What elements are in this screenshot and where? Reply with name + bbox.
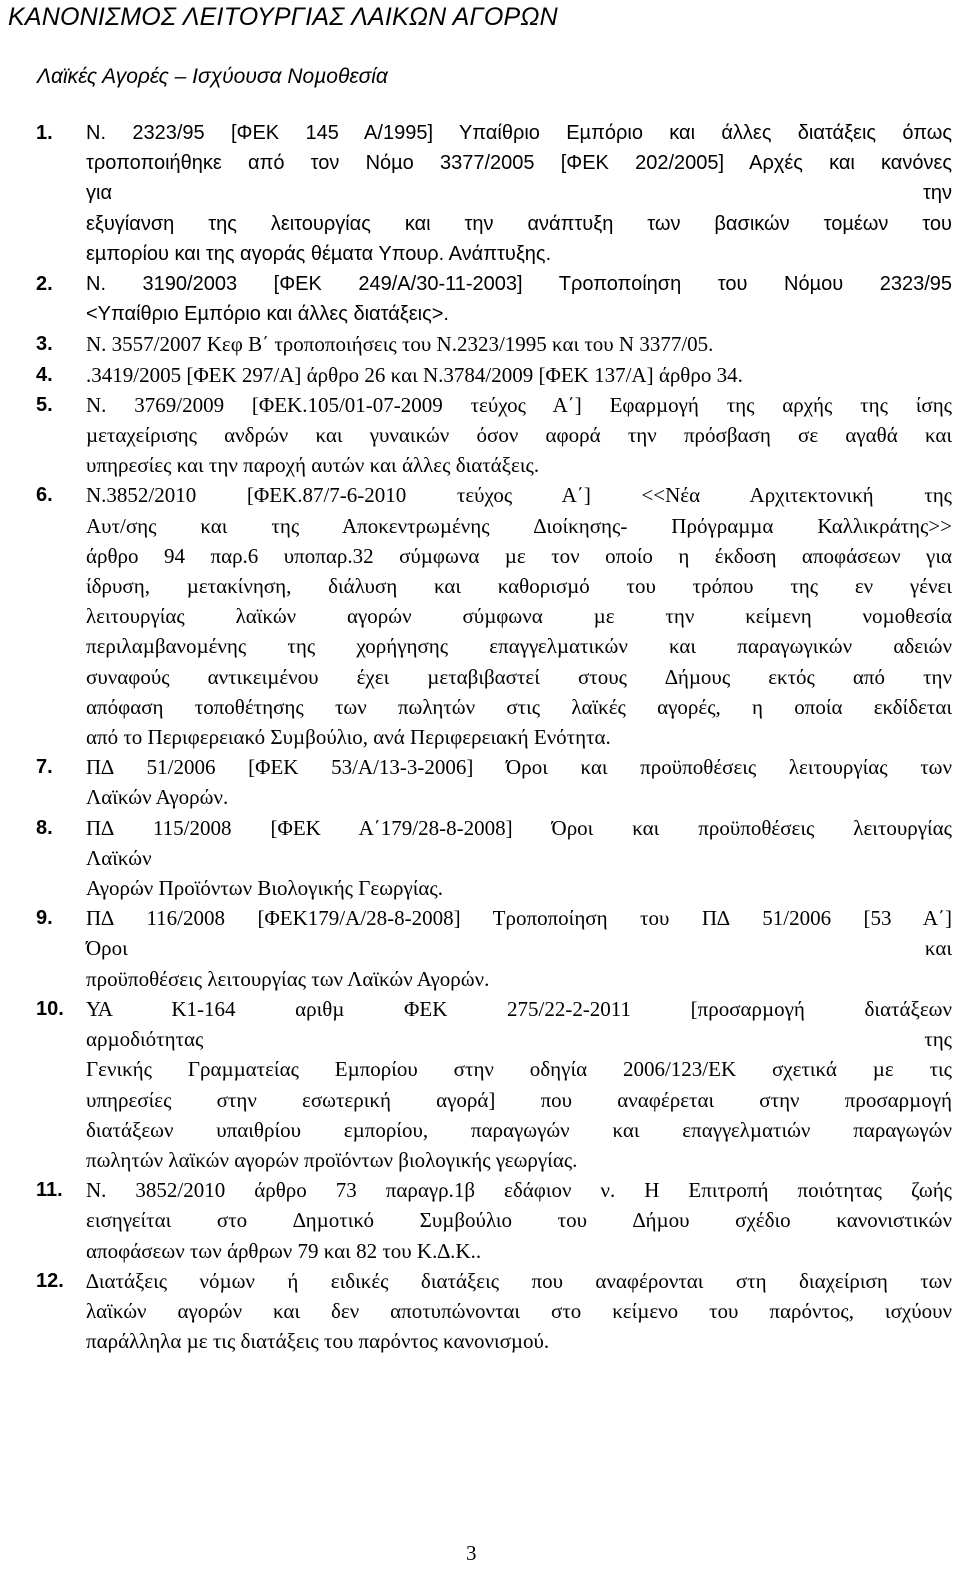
item-text-line: εµπορίου και της αγοράς θέµατα Υπουρ. Ανάπτυξης. (86, 242, 552, 265)
item-text-line: λειτουργίας λαϊκών αγορών σύµφωνα µε την κείµενη νοµοθεσία (86, 604, 952, 629)
item-text-line: Ν. 3852/2010 άρθρο 73 παραγρ.1β εδάφιον ν. Η Επιτροπή ποιότητας ζωής (86, 1178, 952, 1203)
item-text-line: λαϊκών αγορών και δεν αποτυπώνονται στο κείµενο του παρόντος, ισχύουν (86, 1298, 952, 1323)
legislation-item (0, 813, 960, 904)
item-number: 4. (36, 363, 53, 386)
item-text (86, 1175, 952, 1266)
item-text-line: Π∆ 116/2008 [ΦΕΚ179/Α/28-8-2008] Τροποποίηση του Π∆ 51/2006 [53 Α΄] (86, 906, 952, 931)
item-text (86, 390, 952, 481)
item-number: 12. (36, 1269, 64, 1292)
legislation-item (0, 1266, 960, 1357)
item-text (86, 994, 952, 1175)
item-text-line: <Υπαίθριο Εµπόριο και άλλες διατάξεις>. (86, 303, 449, 326)
item-text-line: για την (86, 182, 952, 205)
item-text (86, 813, 952, 904)
item-text (86, 360, 952, 390)
item-text (86, 903, 952, 994)
item-number: 1. (36, 122, 53, 144)
legislation-item (0, 390, 960, 481)
item-text-line: Αγορών Προϊόντων Βιολογικής Γεωργίας. (86, 876, 443, 901)
item-text-line: Ν. 3769/2009 [ΦΕΚ.105/01-07-2009 τεύχος Α΄] Εφαρµογή της αρχής της ίσης (86, 392, 952, 417)
item-number: 8. (36, 816, 53, 839)
item-text-line: Γενικής Γραµµατείας Εµπορίου στην οδηγία 2006/123/ΕΚ σχετικά µε τις (86, 1057, 952, 1082)
item-text-line: Όροι και (86, 936, 952, 961)
item-text-line: Ν. 2323/95 [ΦΕΚ 145 Α/1995] Υπαίθριο Εµπόριο και άλλες διατάξεις όπως (86, 122, 952, 144)
item-text-line: Ν. 3557/2007 Κεφ Β΄ τροποποιήσεις του Ν.2323/1995 και του Ν 3377/05. (86, 332, 714, 357)
legislation-list (0, 118, 960, 1356)
item-text-line: πωλητών λαϊκών αγορών προϊόντων βιολογικής γεωργίας. (86, 1147, 578, 1172)
item-text (86, 329, 952, 359)
item-text-line: τροποποιήθηκε από τον Νόµο 3377/2005 [ΦΕΚ 202/2005] Αρχές και κανόνες (86, 152, 952, 175)
item-number: 5. (36, 393, 53, 416)
item-text-line: υπηρεσίες και την παροχή αυτών και άλλες διατάξεις. (86, 453, 540, 478)
item-text-line: προϋποθέσεις λειτουργίας των Λαϊκών Αγορών. (86, 966, 490, 991)
item-text-line: Λαϊκών (86, 845, 152, 870)
item-text (86, 752, 952, 812)
item-text-line: αρµοδιότητας της (86, 1027, 952, 1052)
item-number: 3. (36, 333, 53, 356)
legislation-item (0, 994, 960, 1175)
item-number: 9. (36, 907, 53, 930)
item-text-line: ∆ιατάξεις νόµων ή ειδικές διατάξεις που αναφέρονται στη διαχείριση των (86, 1268, 952, 1293)
legislation-item (0, 752, 960, 812)
item-text-line: από το Περιφερειακό Συµβούλιο, ανά Περιφερειακή Ενότητα. (86, 725, 611, 750)
item-number: 7. (36, 756, 53, 779)
item-text-line: εξυγίανση της λειτουργίας και την ανάπτυξη των βασικών τοµέων του (86, 212, 952, 235)
legislation-item (0, 903, 960, 994)
item-text-line: διατάξεων υπαιθρίου εµπορίου, παραγωγών και επαγγελµατιών παραγωγών (86, 1117, 952, 1142)
legislation-item (0, 1175, 960, 1266)
item-text-line: συναφούς αντικειµένου έχει µεταβιβαστεί στους ∆ήµους εκτός από την (86, 664, 952, 689)
item-text-line: περιλαµβανοµένης της χορήγησης επαγγελµατικών και παραγωγικών αδειών (86, 634, 952, 659)
document-title: ΚΑΝΟΝΙΣΜΟΣ ΛΕΙΤΟΥΡΓΙΑΣ ΛΑΙΚΩΝ ΑΓΟΡΩΝ (8, 3, 558, 31)
legislation-item (0, 269, 960, 329)
item-text-line: Ν.3852/2010 [ΦΕΚ.87/7-6-2010 τεύχος Α΄] <<Νέα Αρχιτεκτονική της (86, 483, 952, 508)
item-number: 11. (36, 1179, 63, 1202)
item-text (86, 1266, 952, 1357)
document-subtitle: Λαϊκές Αγορές – Ισχύουσα Νοµοθεσία (37, 65, 388, 88)
item-text (86, 269, 952, 329)
item-text-line: Π∆ 115/2008 [ΦΕΚ Α΄179/28-8-2008] Όροι και προϋποθέσεις λειτουργίας (86, 815, 952, 840)
item-text-line: Λαϊκών Αγορών. (86, 785, 229, 810)
legislation-item (0, 480, 960, 752)
item-text (86, 118, 952, 269)
item-text-line: υπηρεσίες στην εσωτερική αγορά] που αναφέρεται στην προσαρµογή (86, 1087, 952, 1112)
item-text-line: εισηγείται στο ∆ηµοτικό Συµβούλιο του ∆ήµου σχέδιο κανονιστικών (86, 1208, 952, 1233)
legislation-item (0, 118, 960, 269)
legislation-item (0, 360, 960, 390)
item-text-line: παράλληλα µε τις διατάξεις του παρόντος κανονισµού. (86, 1329, 550, 1354)
item-text-line: Αυτ/σης και της Αποκεντρωµένης ∆ιοίκησης- Πρόγραµµα Καλλικράτης>> (86, 513, 952, 538)
item-text (86, 480, 952, 752)
legislation-item (0, 329, 960, 359)
item-number: 2. (36, 273, 53, 296)
item-text-line: άρθρο 94 παρ.6 υποπαρ.32 σύµφωνα µε τον οποίο η έκδοση αποφάσεων για (86, 543, 952, 568)
item-text-line: ΥΑ Κ1-164 αριθµ ΦΕΚ 275/22-2-2011 [προσαρµογή διατάξεων (86, 996, 952, 1021)
item-text-line: αποφάσεων των άρθρων 79 και 82 του Κ.∆.Κ.. (86, 1238, 482, 1263)
item-text-line: µεταχείρισης ανδρών και γυναικών όσον αφορά την πρόσβαση σε αγαθά και (86, 423, 952, 448)
item-text-line: Π∆ 51/2006 [ΦΕΚ 53/Α/13-3-2006] Όροι και προϋποθέσεις λειτουργίας των (86, 755, 952, 780)
item-text-line: .3419/2005 [ΦΕΚ 297/Α] άρθρο 26 και Ν.3784/2009 [ΦΕΚ 137/Α] άρθρο 34. (86, 362, 743, 387)
item-number: 10. (36, 997, 64, 1020)
item-text-line: Ν. 3190/2003 [ΦΕΚ 249/Α/30-11-2003] Τροποποίηση του Νόµου 2323/95 (86, 273, 952, 296)
item-number: 6. (36, 484, 53, 507)
item-text-line: απόφαση τοποθέτησης των πωλητών στις λαϊκές αγορές, η οποία εκδίδεται (86, 694, 952, 719)
item-text-line: ίδρυση, µετακίνηση, διάλυση και καθορισµό του τρόπου της εν γένει (86, 574, 952, 599)
page-number: 3 (466, 1541, 477, 1565)
